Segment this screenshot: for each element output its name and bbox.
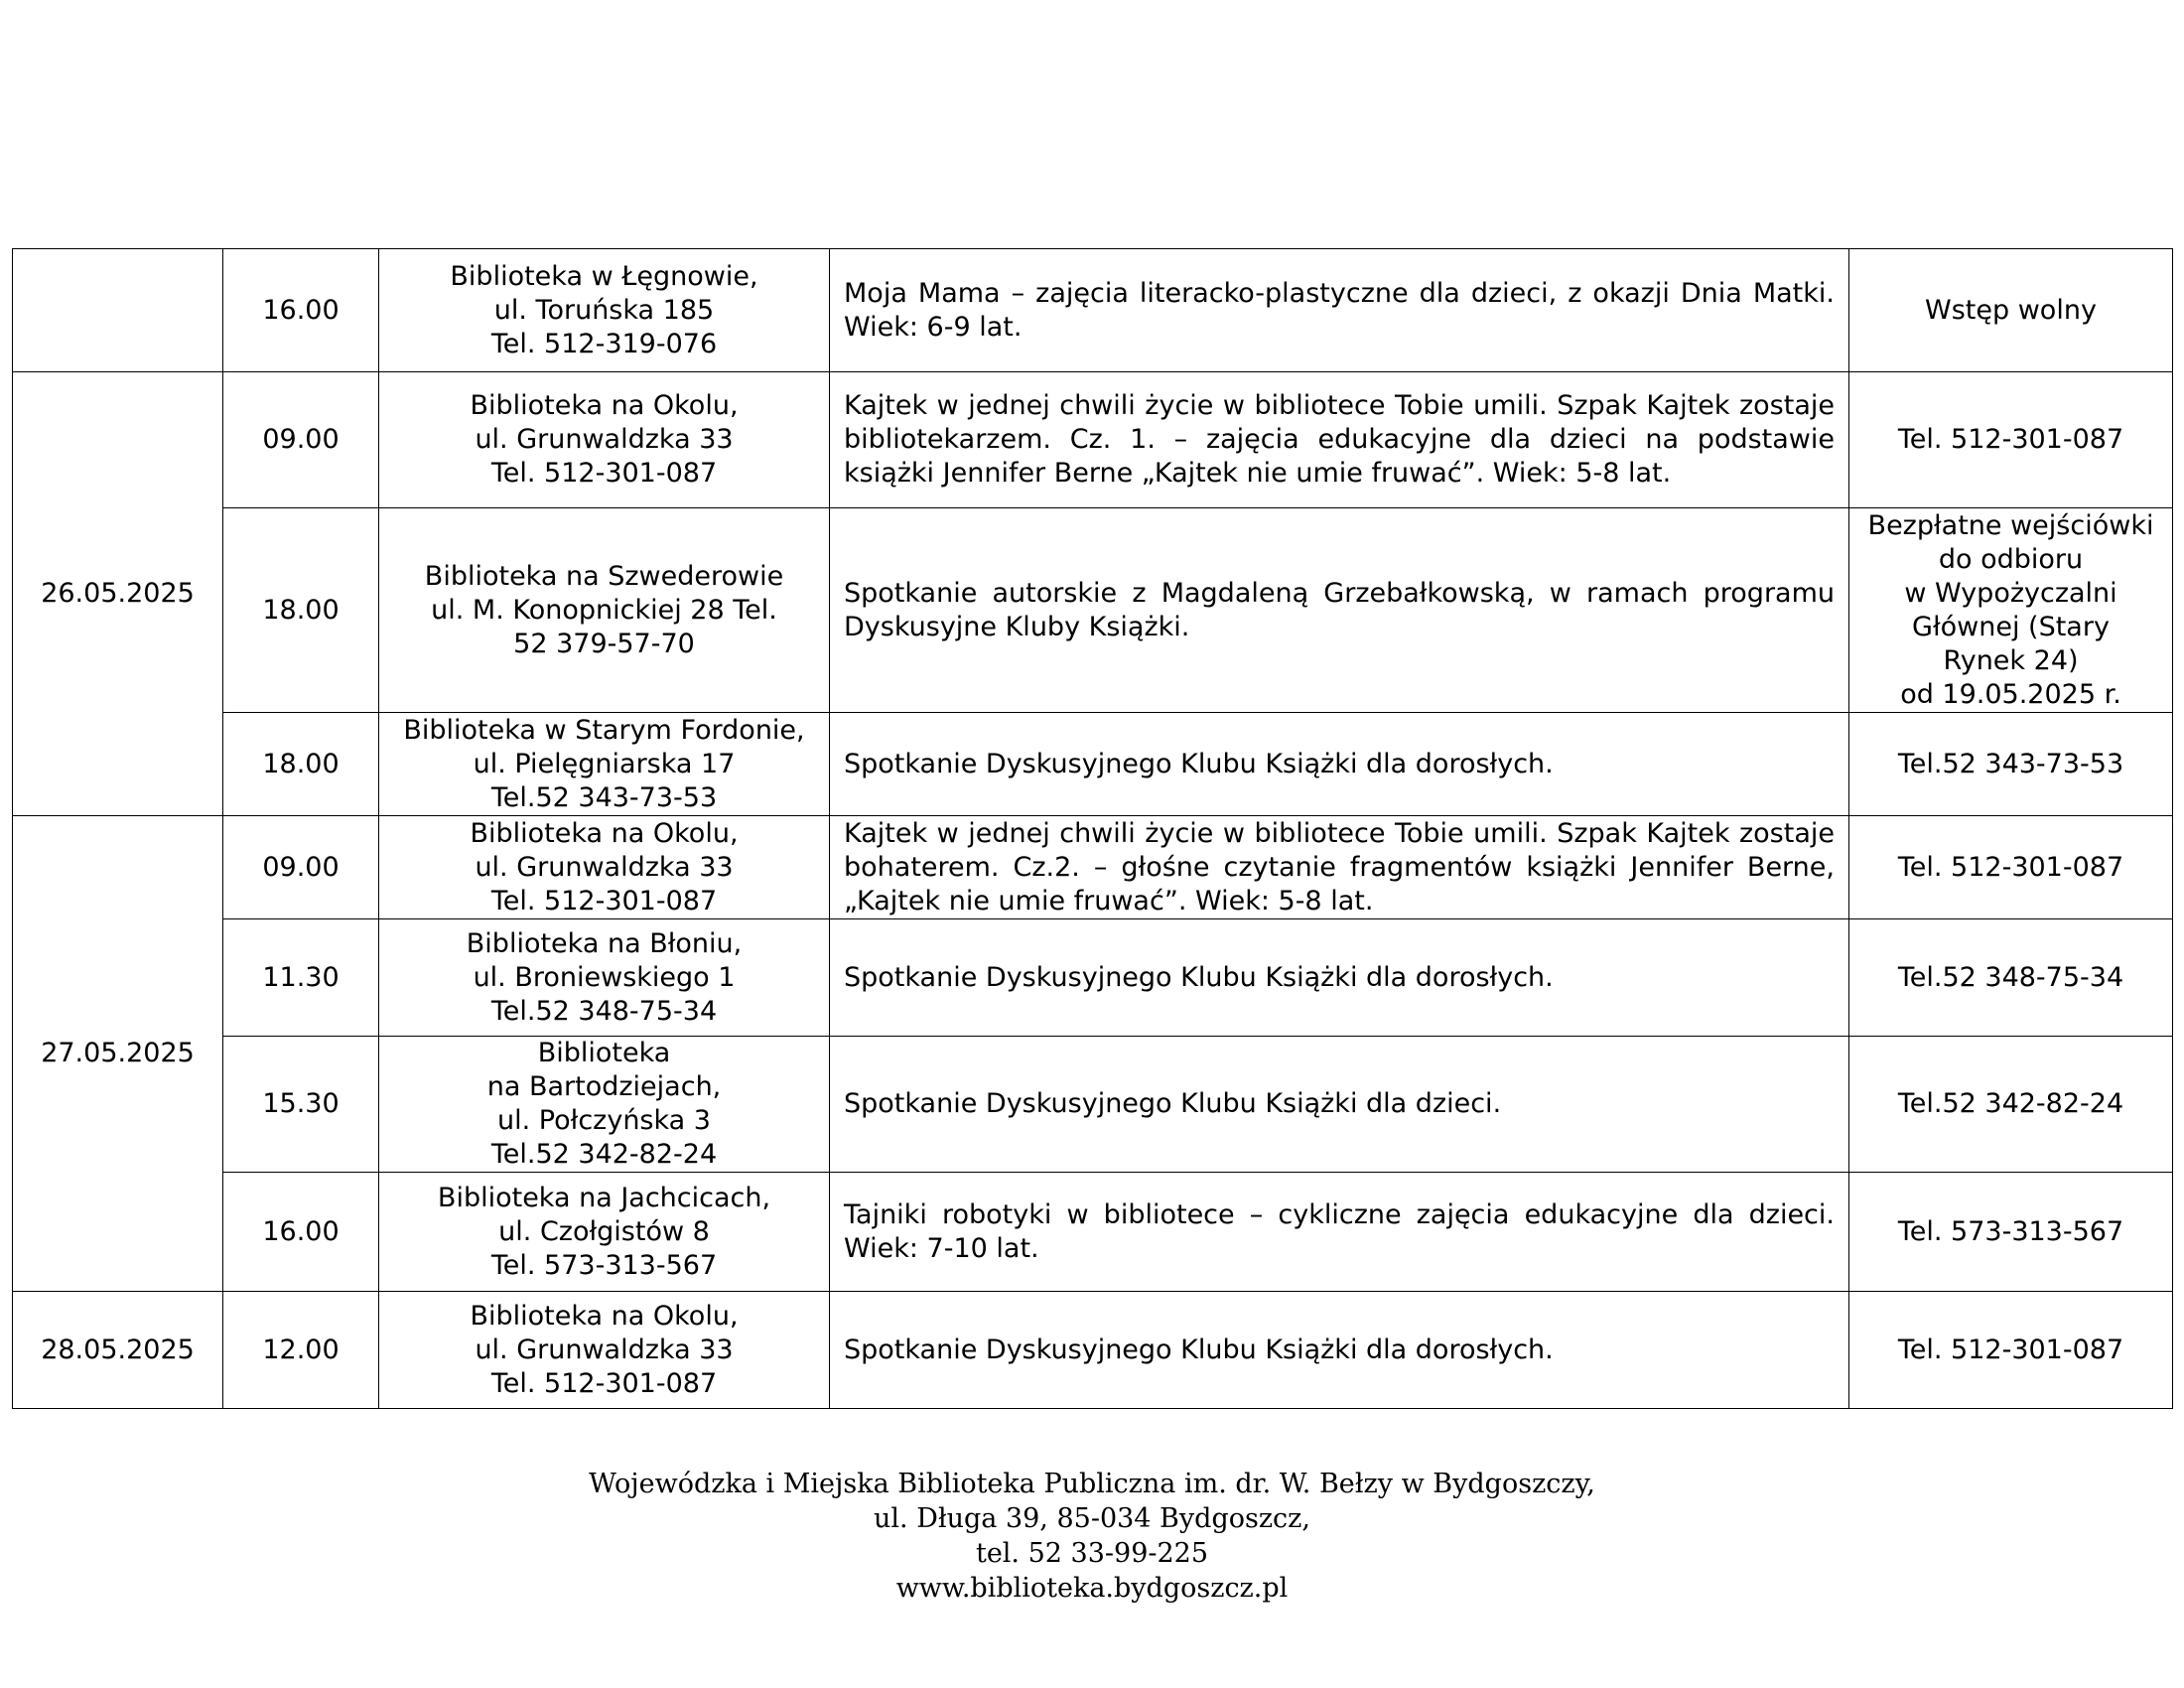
place-cell [379,1037,830,1173]
contact-cell [1849,249,2173,372]
place-address: ul. Połczyńska 3 [497,1105,711,1136]
time-cell: 18.00 [223,713,379,816]
contact-line: Tel.52 348-75-34 [1897,961,2124,993]
place-phone: Tel.52 348-75-34 [490,995,718,1027]
time-cell: 16.00 [223,1173,379,1292]
contact-line: Tel. 573-313-567 [1897,1215,2124,1247]
place-name: na Bartodziejach, [486,1071,722,1102]
event-description: Spotkanie Dyskusyjnego Klubu Książki dla dorosłych. [844,1334,1554,1365]
place-name: Biblioteka na Jachcicach, [437,1182,771,1213]
contact-line: Bezpłatne wejściówki [1867,509,2154,541]
place-cell [379,372,830,508]
table-row [13,508,2173,713]
events-schedule-table [12,248,2173,1409]
contact-cell [1849,919,2173,1037]
place-name: Biblioteka na Okolu, [470,1300,739,1332]
contact-line: od 19.05.2025 r. [1900,678,2121,710]
time-cell: 11.30 [223,919,379,1037]
contact-cell [1849,1292,2173,1409]
contact-line: Głównej (Stary [1912,611,2110,642]
contact-line: Rynek 24) [1943,644,2079,676]
place-address: ul. Grunwaldzka 33 [475,1334,734,1365]
contact-cell [1849,713,2173,816]
contact-line: Tel.52 342-82-24 [1897,1088,2124,1119]
place-cell [379,1292,830,1409]
contact-cell [1849,1037,2173,1173]
event-description: Kajtek w jednej chwili życie w bibliotece Tobie umili. Szpak Kajtek zostaje bibliotekarzem. Cz. 1. – zajęcia edukacyjne dla dzieci na podstawie książki Jennifer Berne „Kajtek nie umie fruwać”. Wiek: 5-8 lat. [844,390,1835,489]
date-cell: 27.05.2025 [13,816,223,1292]
place-name: Biblioteka na Okolu, [470,390,739,421]
place-phone: Tel.52 343-73-53 [490,781,718,813]
event-description: Spotkanie Dyskusyjnego Klubu Książki dla dorosłych. [844,748,1554,779]
place-cell [379,713,830,816]
place-phone: Tel. 512-319-076 [490,328,718,359]
table-row [13,816,2173,919]
description-cell [830,508,1849,713]
place-address: ul. Toruńska 185 [493,294,715,326]
place-cell [379,919,830,1037]
contact-line: Tel. 512-301-087 [1897,424,2124,455]
contact-line: Tel.52 343-73-53 [1897,748,2124,779]
footer-website: www.biblioteka.bydgoszcz.pl [895,1573,1289,1604]
place-address: ul. Grunwaldzka 33 [475,851,734,883]
description-cell [830,1292,1849,1409]
description-cell [830,249,1849,372]
description-cell [830,713,1849,816]
place-name: Biblioteka [537,1038,671,1068]
place-address: ul. M. Konopnickiej 28 Tel. [431,594,777,626]
place-address: ul. Broniewskiego 1 [473,961,736,993]
time-cell: 09.00 [223,816,379,919]
footer-address: ul. Długa 39, 85-034 Bydgoszcz, [874,1503,1310,1534]
contact-line: Tel. 512-301-087 [1897,851,2124,883]
place-name: Biblioteka w Łęgnowie, [450,260,758,292]
place-phone: Tel.52 342-82-24 [490,1139,718,1170]
place-phone: 52 379-57-70 [513,628,695,659]
place-address: ul. Czołgistów 8 [498,1215,710,1247]
description-cell [830,816,1849,919]
time-cell: 18.00 [223,508,379,713]
date-cell: 26.05.2025 [13,372,223,816]
contact-cell [1849,508,2173,713]
table-row [13,919,2173,1037]
time-cell: 16.00 [223,249,379,372]
place-name: Biblioteka na Błoniu, [466,927,743,959]
place-address: ul. Grunwaldzka 33 [475,424,734,455]
description-cell [830,1173,1849,1292]
time-cell: 12.00 [223,1292,379,1409]
place-cell [379,816,830,919]
place-phone: Tel. 512-301-087 [490,1367,718,1399]
table-row [13,1173,2173,1292]
event-description: Spotkanie Dyskusyjnego Klubu Książki dla dorosłych. [844,961,1554,993]
contact-cell [1849,372,2173,508]
time-cell: 15.30 [223,1037,379,1173]
table-row [13,1037,2173,1173]
description-cell [830,1037,1849,1173]
contact-line: Tel. 512-301-087 [1897,1334,2124,1365]
place-name: Biblioteka na Szwederowie [424,560,784,592]
contact-cell [1849,816,2173,919]
place-address: ul. Pielęgniarska 17 [473,748,736,779]
table-row [13,1292,2173,1409]
event-description: Tajniki robotyki w bibliotece – cykliczne zajęcia edukacyjne dla dzieci. Wiek: 7-10 lat. [844,1198,1835,1264]
table-row [13,372,2173,508]
description-cell [830,919,1849,1037]
table-row [13,713,2173,816]
place-name: Biblioteka w Starym Fordonie, [403,714,805,746]
library-footer [0,1467,2184,1606]
place-phone: Tel. 573-313-567 [490,1249,718,1281]
place-name: Biblioteka na Okolu, [470,817,739,849]
place-phone: Tel. 512-301-087 [490,885,718,916]
footer-phone: tel. 52 33-99-225 [975,1538,1209,1569]
event-description: Moja Mama – zajęcia literacko-plastyczne dla dzieci, z okazji Dnia Matki. Wiek: 6-9 lat. [844,277,1835,343]
contact-line: Wstęp wolny [1925,294,2097,326]
contact-line: w Wypożyczalni [1904,577,2117,609]
event-description: Spotkanie autorskie z Magdaleną Grzebałkowską, w ramach programu Dyskusyjne Kluby Książki. [844,577,1835,642]
table-row [13,249,2173,372]
event-description: Spotkanie Dyskusyjnego Klubu Książki dla dzieci. [844,1088,1502,1119]
date-cell: 28.05.2025 [13,1292,223,1409]
contact-cell [1849,1173,2173,1292]
date-cell [13,249,223,372]
event-description: Kajtek w jednej chwili życie w bibliotece Tobie umili. Szpak Kajtek zostaje bohaterem. Cz.2. – głośne czytanie fragmentów książki Jennifer Berne, „Kajtek nie umie fruwać”. Wiek: 5-8 lat. [844,817,1835,916]
time-cell: 09.00 [223,372,379,508]
place-cell [379,249,830,372]
description-cell [830,372,1849,508]
footer-library-name: Wojewódzka i Miejska Biblioteka Publiczna im. dr. W. Bełzy w Bydgoszczy, [589,1469,1595,1499]
place-cell [379,508,830,713]
place-cell [379,1173,830,1292]
contact-line: do odbioru [1938,543,2084,575]
place-phone: Tel. 512-301-087 [490,458,718,489]
